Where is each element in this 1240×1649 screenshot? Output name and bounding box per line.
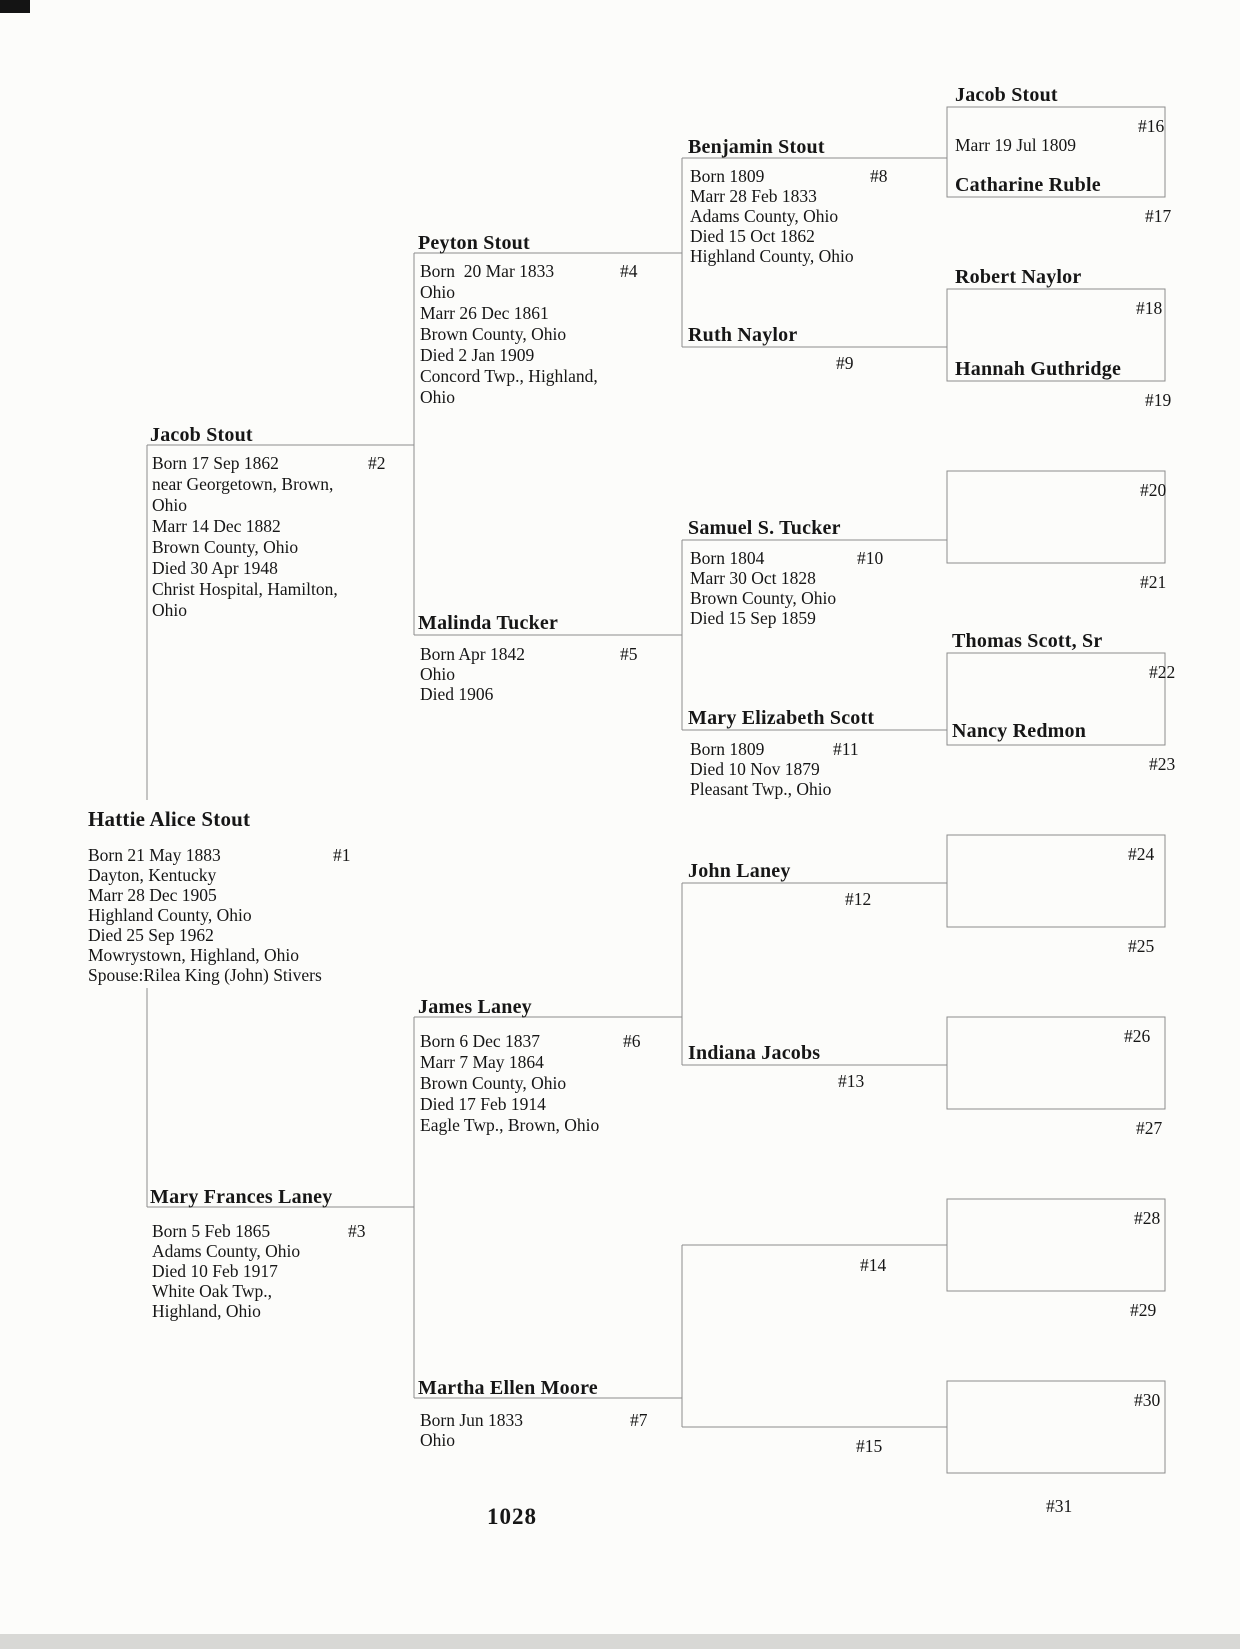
detail-text: Born 1809 xyxy=(690,166,765,186)
detail-line: Highland County, Ohio xyxy=(690,246,854,266)
person-23-number: #23 xyxy=(1149,754,1176,774)
detail-text: Born 20 Mar 1833 xyxy=(420,261,555,281)
person-12-name: John Laney xyxy=(688,860,791,882)
person-13-number: #13 xyxy=(838,1071,865,1091)
bracket-14-15 xyxy=(682,1245,947,1427)
detail-line: Died 25 Sep 1962 xyxy=(88,925,214,945)
person-31-number: #31 xyxy=(1046,1496,1073,1516)
detail-line: White Oak Twp., xyxy=(152,1281,272,1301)
detail-line xyxy=(420,1410,676,1430)
person-4-details xyxy=(420,261,676,408)
person-19-number: #19 xyxy=(1145,390,1172,410)
detail-line: Marr 30 Oct 1828 xyxy=(690,568,816,588)
detail-text: Born 5 Feb 1865 xyxy=(152,1221,271,1241)
person-24-number: #24 xyxy=(1128,844,1155,864)
detail-text: Born 1809 xyxy=(690,739,765,759)
detail-line: Died 15 Oct 1862 xyxy=(690,226,815,246)
detail-line: Marr 28 Feb 1833 xyxy=(690,186,817,206)
person-2-details xyxy=(152,453,407,621)
person-9-name: Ruth Naylor xyxy=(688,324,798,346)
detail-line: Died 15 Sep 1859 xyxy=(690,608,816,628)
person-8-number: #8 xyxy=(870,166,888,186)
bracket-30-31 xyxy=(947,1381,1165,1473)
detail-line: Ohio xyxy=(420,282,455,302)
person-28-number: #28 xyxy=(1134,1208,1161,1228)
detail-line: Marr 19 Jul 1809 xyxy=(955,135,1077,155)
detail-line: Brown County, Ohio xyxy=(420,324,567,344)
person-12-number: #12 xyxy=(845,889,872,909)
detail-line xyxy=(690,548,940,568)
person-21-number: #21 xyxy=(1140,572,1167,592)
detail-line xyxy=(420,261,676,282)
detail-text: Born 17 Sep 1862 xyxy=(152,453,279,473)
detail-line xyxy=(420,1031,676,1052)
detail-line: near Georgetown, Brown, xyxy=(152,474,334,494)
person-14-number: #14 xyxy=(860,1255,887,1275)
person-8-name: Benjamin Stout xyxy=(688,136,825,158)
detail-line: Highland County, Ohio xyxy=(88,905,252,925)
detail-line: Marr 14 Dec 1882 xyxy=(152,516,281,536)
detail-line: Pleasant Twp., Ohio xyxy=(690,779,832,799)
person-2-name: Jacob Stout xyxy=(150,424,253,446)
detail-line: Marr 26 Dec 1861 xyxy=(420,303,549,323)
person-11-number: #11 xyxy=(833,739,859,759)
scan-artifact-top-left xyxy=(0,0,30,13)
detail-text: Born 6 Dec 1837 xyxy=(420,1031,541,1051)
person-9-number: #9 xyxy=(836,353,854,373)
bracket-20-21 xyxy=(947,471,1165,563)
page-number: 1028 xyxy=(487,1504,537,1529)
person-18-number: #18 xyxy=(1136,298,1163,318)
person-18-name: Robert Naylor xyxy=(955,266,1082,288)
person-5-name: Malinda Tucker xyxy=(418,612,559,634)
bracket-28-29 xyxy=(947,1199,1165,1291)
detail-line: Marr 28 Dec 1905 xyxy=(88,885,217,905)
detail-text: Born 21 May 1883 xyxy=(88,845,221,865)
detail-line: Brown County, Ohio xyxy=(152,537,299,557)
detail-line: Died 10 Nov 1879 xyxy=(690,759,820,779)
person-1-number: #1 xyxy=(333,845,351,865)
person-25-number: #25 xyxy=(1128,936,1155,956)
scan-artifact-bottom-strip xyxy=(0,1634,1240,1649)
person-5-details xyxy=(420,644,676,704)
person-29-number: #29 xyxy=(1130,1300,1157,1320)
detail-line: Ohio xyxy=(420,1430,455,1450)
detail-line: Marr 7 May 1864 xyxy=(420,1052,544,1072)
detail-line: Ohio xyxy=(152,600,187,620)
detail-line xyxy=(690,166,940,186)
person-4-number: #4 xyxy=(620,261,638,281)
detail-line xyxy=(690,739,940,759)
detail-line xyxy=(152,1221,407,1241)
person-30-number: #30 xyxy=(1134,1390,1161,1410)
detail-line: Highland, Ohio xyxy=(152,1301,261,1321)
person-7-name: Martha Ellen Moore xyxy=(418,1377,598,1399)
detail-line: Ohio xyxy=(152,495,187,515)
detail-text: Born 1804 xyxy=(690,548,765,568)
detail-line: Spouse:Rilea King (John) Stivers xyxy=(88,965,322,985)
person-23-name: Nancy Redmon xyxy=(952,720,1087,742)
detail-line: Died 10 Feb 1917 xyxy=(152,1261,278,1281)
detail-text: Born Apr 1842 xyxy=(420,644,525,664)
detail-line: Ohio xyxy=(420,664,455,684)
detail-line: Died 1906 xyxy=(420,684,494,704)
person-17-name: Catharine Ruble xyxy=(955,174,1101,196)
detail-line: Dayton, Kentucky xyxy=(88,865,217,885)
person-3-name: Mary Frances Laney xyxy=(150,1186,333,1208)
person-10-name: Samuel S. Tucker xyxy=(688,517,841,539)
person-13-name: Indiana Jacobs xyxy=(688,1042,821,1064)
detail-line: Adams County, Ohio xyxy=(152,1241,301,1261)
bracket-12-13 xyxy=(682,883,947,1065)
person-1-name: Hattie Alice Stout xyxy=(88,807,251,831)
detail-line xyxy=(152,453,407,474)
person-11-name: Mary Elizabeth Scott xyxy=(688,707,875,729)
detail-line xyxy=(420,644,676,664)
person-1-details xyxy=(88,845,388,985)
person-6-name: James Laney xyxy=(418,996,532,1018)
person-6-number: #6 xyxy=(623,1031,641,1051)
detail-line: Eagle Twp., Brown, Ohio xyxy=(420,1115,600,1135)
person-17-number: #17 xyxy=(1145,206,1172,226)
person-16-number: #16 xyxy=(1138,116,1165,136)
person-19-name: Hannah Guthridge xyxy=(955,358,1122,380)
detail-line: Adams County, Ohio xyxy=(690,206,839,226)
person-26-number: #26 xyxy=(1124,1026,1151,1046)
person-15-number: #15 xyxy=(856,1436,883,1456)
person-20-number: #20 xyxy=(1140,480,1167,500)
detail-line: Concord Twp., Highland, xyxy=(420,366,598,386)
person-3-details xyxy=(152,1221,407,1321)
detail-line: Mowrystown, Highland, Ohio xyxy=(88,945,299,965)
person-2-number: #2 xyxy=(368,453,386,473)
detail-text: Born Jun 1833 xyxy=(420,1410,524,1430)
person-6-details xyxy=(420,1031,676,1136)
person-7-number: #7 xyxy=(630,1410,648,1430)
person-3-number: #3 xyxy=(348,1221,366,1241)
person-16-details xyxy=(955,135,1155,155)
detail-line: Christ Hospital, Hamilton, xyxy=(152,579,338,599)
person-8-details xyxy=(690,166,940,266)
detail-line: Died 2 Jan 1909 xyxy=(420,345,535,365)
detail-line xyxy=(88,845,388,865)
person-10-number: #10 xyxy=(857,548,884,568)
person-4-name: Peyton Stout xyxy=(418,232,530,254)
person-7-details xyxy=(420,1410,676,1450)
detail-line: Brown County, Ohio xyxy=(420,1073,567,1093)
person-27-number: #27 xyxy=(1136,1118,1163,1138)
detail-line: Died 30 Apr 1948 xyxy=(152,558,278,578)
person-11-details xyxy=(690,739,940,799)
person-22-name: Thomas Scott, Sr xyxy=(952,630,1103,652)
person-22-number: #22 xyxy=(1149,662,1176,682)
detail-line: Brown County, Ohio xyxy=(690,588,837,608)
detail-line: Ohio xyxy=(420,387,455,407)
person-5-number: #5 xyxy=(620,644,638,664)
detail-line: Died 17 Feb 1914 xyxy=(420,1094,546,1114)
person-10-details xyxy=(690,548,940,628)
person-16-name: Jacob Stout xyxy=(955,84,1058,106)
